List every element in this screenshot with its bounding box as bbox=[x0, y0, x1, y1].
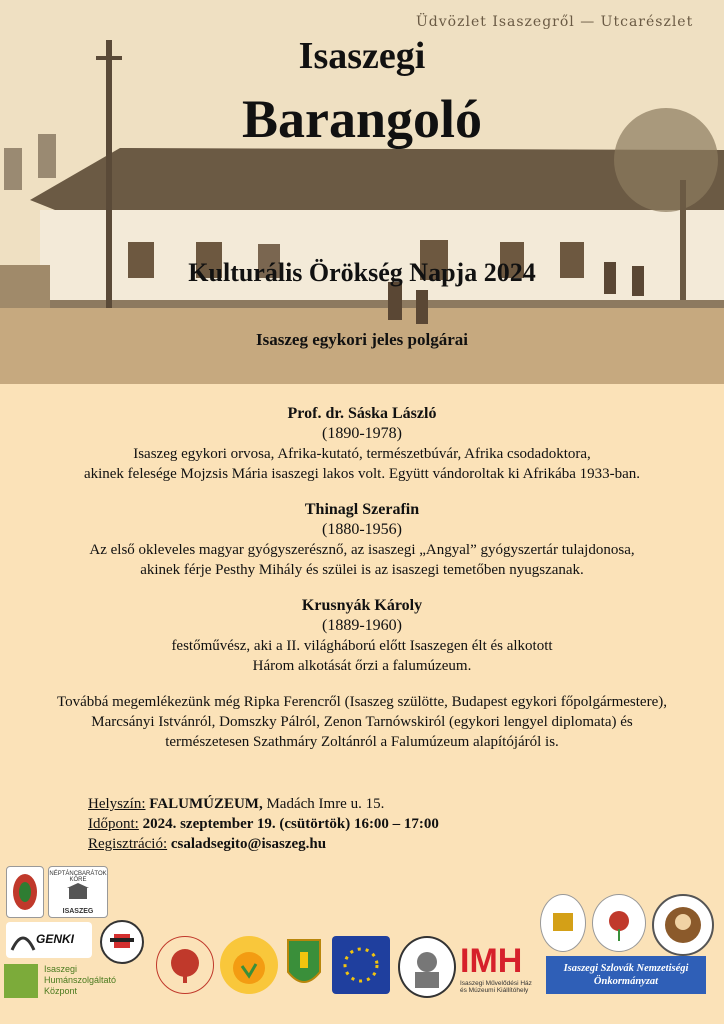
imh-logo bbox=[460, 944, 536, 994]
person-desc: festőművész, aki a II. világháború előtt Isaszegen élt és alkotott bbox=[171, 638, 553, 654]
registration-label: Regisztráció: bbox=[88, 836, 168, 852]
nk-sub: ISASZEG bbox=[62, 908, 94, 915]
eu-logo bbox=[332, 936, 390, 994]
humansz-line: Központ bbox=[44, 986, 78, 996]
person-desc: Az első okleveles magyar gyógyszerésznő, az isaszegi „Angyal” gyógyszertár tulajdonosa, bbox=[89, 542, 635, 558]
portrait-medallion-logo bbox=[398, 936, 456, 998]
person-desc: akinek férje Pesthy Mihály és szülei is az isaszegi temetőben nyugszanak. bbox=[140, 562, 584, 578]
tree-emblem-logo bbox=[156, 936, 214, 994]
location-value: FALUMÚZEUM, bbox=[149, 796, 263, 812]
humansz-line: Isaszegi bbox=[44, 964, 78, 974]
nk-label: NÉPTÁNCBARÁTOK KÖRE bbox=[49, 871, 107, 883]
person-name: Krusnyák Károly bbox=[301, 597, 423, 614]
school-emblem-logo bbox=[540, 894, 586, 952]
event-subtitle: Isaszeg egykori jeles polgárai bbox=[256, 330, 468, 349]
location-address: Madách Imre u. 15. bbox=[266, 796, 385, 812]
person-krusnyak bbox=[0, 596, 724, 676]
szlovak-school-emblem-logo bbox=[652, 894, 714, 956]
person-desc: akinek felesége Mojzsis Mária isaszegi lakos volt. Együtt vándoroltak ki Afrikába 1933-ban. bbox=[83, 466, 641, 482]
szlovak-line: Önkormányzat bbox=[593, 976, 659, 987]
memorial-text bbox=[0, 692, 724, 752]
sport-club-logo bbox=[100, 920, 144, 964]
location-row bbox=[88, 794, 439, 814]
neptancbaratok-logo bbox=[48, 866, 108, 918]
title-line2: Barangoló bbox=[241, 89, 483, 149]
coat-of-arms-logo bbox=[284, 936, 324, 994]
photo-caption: Üdvözlet Isaszegről — Utcarészlet bbox=[416, 14, 694, 30]
title-line1: Isaszegi bbox=[298, 35, 426, 77]
location-label: Helyszín: bbox=[88, 796, 146, 812]
memorial-line: Továbbá megemlékezünk még Ripka Ferencről (Isaszeg szülötte, Budapest egykori főpolgármestere), bbox=[57, 694, 667, 710]
header-photo bbox=[0, 0, 724, 384]
registration-email[interactable]: csaladsegito@isaszeg.hu bbox=[170, 836, 327, 852]
person-desc: Három alkotását őrzi a falumúzeum. bbox=[252, 658, 472, 674]
imh-sub: és Múzeumi Kiállítóhely bbox=[460, 987, 529, 994]
memorial-line: természetesen Szathmáry Zoltánról a Falumúzeum alapítójáról is. bbox=[165, 734, 559, 750]
szlovak-onkormanyzat-logo bbox=[546, 956, 706, 994]
folk-emblem-logo bbox=[6, 866, 44, 918]
time-row bbox=[88, 814, 439, 834]
person-years: (1880-1956) bbox=[322, 521, 402, 538]
genki-label: GENKI bbox=[36, 932, 75, 946]
memorial-line: Marcsányi Istvánról, Domszky Pálról, Zenon Tarnówskiról (egykori lengyel diplomata) és bbox=[91, 714, 633, 730]
person-years: (1890-1978) bbox=[322, 425, 402, 442]
szlovak-line: Isaszegi Szlovák Nemzetiségi bbox=[563, 963, 689, 974]
time-label: Időpont: bbox=[88, 816, 139, 832]
event-info bbox=[88, 794, 439, 854]
humansz-line: Humánszolgáltató bbox=[44, 975, 117, 985]
person-thinagl bbox=[0, 500, 724, 580]
person-years: (1889-1960) bbox=[322, 617, 402, 634]
humanszolgaltato-logo bbox=[4, 964, 117, 998]
genki-logo bbox=[6, 922, 92, 958]
person-name: Prof. dr. Sáska László bbox=[287, 405, 437, 422]
rose-emblem-logo bbox=[592, 894, 646, 952]
imh-sub: Isaszegi Művelődési Ház bbox=[460, 980, 532, 987]
time-value: 2024. szeptember 19. (csütörtök) 16:00 – 17:00 bbox=[142, 816, 439, 832]
people-section bbox=[0, 404, 724, 752]
event-title: Kulturális Örökség Napja 2024 bbox=[188, 258, 536, 287]
person-saska bbox=[0, 404, 724, 484]
person-name: Thinagl Szerafin bbox=[304, 501, 420, 518]
registration-row bbox=[88, 834, 439, 854]
imh-label: IMH bbox=[460, 942, 523, 980]
person-desc: Isaszeg egykori orvosa, Afrika-kutató, természetbúvár, Afrika csodadoktora, bbox=[133, 446, 591, 462]
orange-club-logo bbox=[220, 936, 278, 994]
